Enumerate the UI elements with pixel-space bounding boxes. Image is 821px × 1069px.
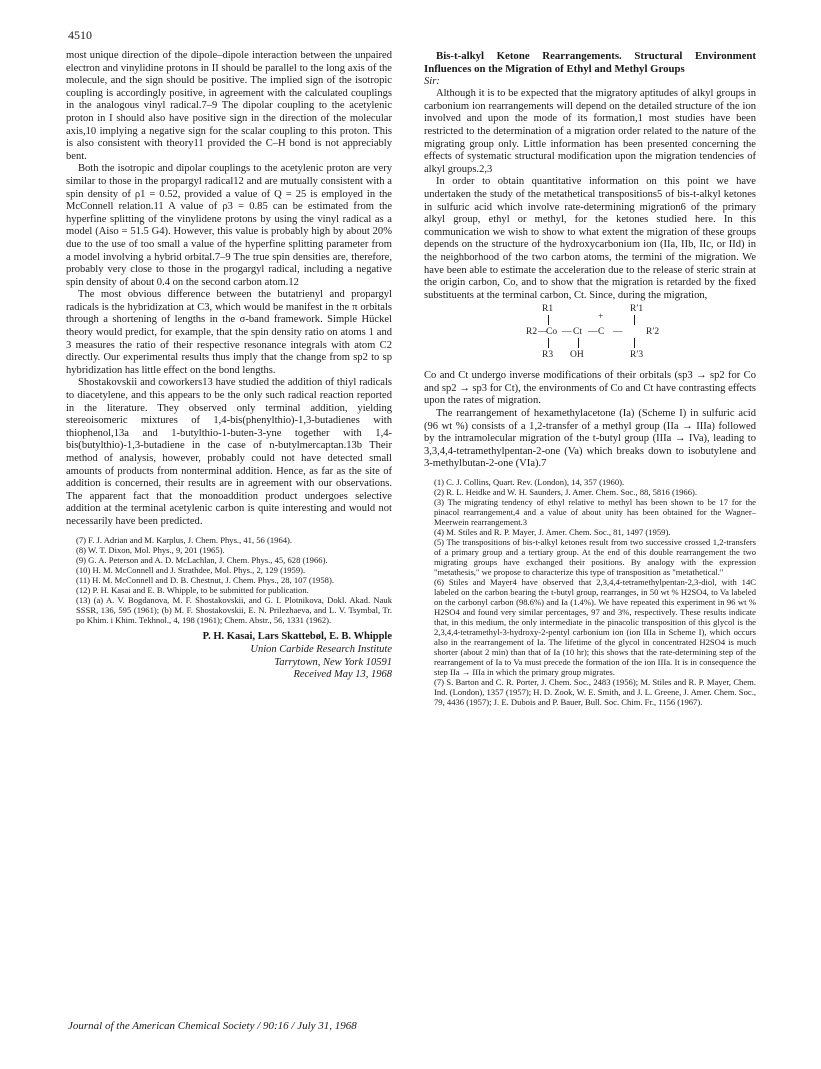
- label-ct: Ct: [573, 327, 582, 338]
- reference-item: (13) (a) A. V. Bogdanova, M. F. Shostakovskii, and G. I. Plotnikova, Dokl. Akad. Nauk SSSR, 136, 595 (1961); (b) M. F. Shostakovskii, E. N. Prilezhaeva, and L. V. Tsymbal, Tr. po Khim. i Khim. Tekhnol., 4, 198 (1961); Chem. Abstr., 56, 1331 (1962).: [76, 594, 392, 625]
- body-paragraph: Although it is to be expected that the migratory aptitudes of alkyl groups in carbonium ion rearrangements will depend on the detailed structure of the ion involved and upon the mode of its formation,1 most studies have been restricted to the determination of a migration order related to the nature of the migrating group only. Little information has been presented concerning the effects of systematic structural modification upon the migration tendencies of alkyl groups.2,3: [424, 88, 756, 175]
- reference-item: (12) P. H. Kasai and E. B. Whipple, to be submitted for publication.: [76, 584, 309, 595]
- reference-item: (1) C. J. Collins, Quart. Rev. (London), 14, 357 (1960).: [434, 477, 625, 488]
- label-r3: R3: [542, 350, 554, 361]
- body-paragraph: Co and Ct undergo inverse modifications of their orbitals (sp3 → sp2 for Co and sp2 → sp3 for Ct), the environments of Co and Ct have contrasting effects upon the rates of migration.: [424, 370, 756, 407]
- author-names: P. H. Kasai, Lars Skattebøl, E. B. Whipple: [202, 630, 392, 642]
- structure-diagram: R1 R′1 + R2 — Co — Ct — C — R′2 R3 OH R′3: [526, 304, 660, 361]
- salutation: Sir:: [424, 75, 440, 87]
- article-title: Bis-t-alkyl Ketone Rearrangements. Structural Environment Influences on the Migration of Ethyl and Methyl Groups: [424, 50, 756, 75]
- body-paragraph: In order to obtain quantitative information on this point we have undertaken the study of the metathetical transpositions5 of bis-t-alkyl ketones in sulfuric acid which involve rate-determining migration6 of the primary alkyl group, ethyl or methyl, for the ketones studied here. In this communication we wish to show to what extent the migration of these groups depends on the structure of the hydroxycarbonium ion (IIa, IIb, IIc, or IId) in the neighborhood of the two carbon atoms, the termini of the migration. We have been able to estimate the acceleration due to the release of steric strain at the origin carbon, Co, and to show that the migration is retarded by the fixed substituents at the terminal carbon, Ct. Since, during the migration,: [424, 176, 756, 301]
- journal-footer: Journal of the American Chemical Society / 90:16 / July 31, 1968: [68, 1020, 357, 1032]
- label-oh: OH: [570, 350, 584, 361]
- body-paragraph: The most obvious difference between the butatrienyl and propargyl radicals is the hybridization at C3, which would be manifest in the π orbitals through a shortening of lengths in the σ-band framework. Simple Hückel theory would predict, for example, that the spin density ratio on atoms 1 and 3 measures the ratio of their respective resonance integrals with atom C2 directly. Our experimental results thus imply that the change from sp2 to sp hybridization has little effect on the bond lengths.: [66, 289, 392, 376]
- reference-item: (3) The migrating tendency of ethyl relative to methyl has been shown to be 17 for the pinacol rearrangement,4 and a value of about unity has been obtained for the Wagner–Meerwein rearrangement.3: [434, 497, 756, 528]
- reference-item: (9) G. A. Peterson and A. D. McLachlan, J. Chem. Phys., 45, 628 (1966).: [76, 554, 328, 565]
- body-paragraph: The rearrangement of hexamethylacetone (Ia) (Scheme I) in sulfuric acid (96 wt %) consists of a 1,2-transfer of a methyl group (IIa → IIIa) followed by the intramolecular migration of the t-butyl group (IIIa → IVa), leading to 3,3,4,4-tetramethylpentan-2-one (Va) which breaks down to isobutylene and 3-methylbutan-2-one (VIa).7: [424, 408, 756, 470]
- label-plus: +: [598, 312, 604, 323]
- body-paragraph: most unique direction of the dipole–dipole interaction between the unpaired electron and vinylidine protons in II should be parallel to the long axis of the molecule, and the sign should be positive. The implied sign of the isotropic coupling is accordingly positive, in agreement with the calculated couplings in the analogous vinyl radical.7–9 The dipolar coupling to the acetylenic proton in I should also have positive sign in the direction of the molecular axis,10 implying a negative sign for the scalar coupling to this proton. This is also consistent with theory11 provided the C–H bond is not appreciably bent.: [66, 50, 392, 162]
- reference-item: (11) H. M. McConnell and D. B. Chestnut, J. Chem. Phys., 28, 107 (1958).: [76, 574, 334, 585]
- signature-block: [66, 631, 392, 682]
- reference-item: (8) W. T. Dixon, Mol. Phys., 9, 201 (1965).: [76, 544, 225, 555]
- reference-item: (10) H. M. McConnell and J. Strathdee, Mol. Phys., 2, 129 (1959).: [76, 564, 306, 575]
- body-paragraph: Both the isotropic and dipolar couplings to the acetylenic proton are very similar to those in the propargyl radical12 and are mutually consistent with a spin density of ρ1 = 0.52, provided a value of Q = 25 is employed in the McConnell relation.11 A value of ρ3 = 0.85 can be estimated from the hyperfine splitting of the vinylidene protons by using the vinyl radical as a model (Aiso = 51.5 G4). However, this value is probably high by about 20% due to the use of too small a value of the hyperfine splitting parameter from a model involving a hybrid orbital.7–9 The true spin densities are, therefore, probably very close to those in the progargyl radical, including a negative spin density of about 0.4 on the second carbon atom.12: [66, 163, 392, 288]
- right-column: [424, 50, 756, 707]
- references-right: [424, 477, 756, 707]
- reference-item: (5) The transpositions of bis-t-alkyl ketones result from two successive crossed 1,2-transfers of a primary group and a tertiary group. At the end of this double rearrangement the two migrating groups have exchanged their positions. By analogy with the expression "metathesis," we propose to characterize this type of transposition as "metathetical.": [434, 537, 756, 578]
- reference-item: (4) M. Stiles and R. P. Mayer, J. Amer. Chem. Soc., 81, 1497 (1959).: [434, 527, 671, 538]
- left-column: [66, 50, 392, 682]
- reference-item: (2) R. L. Heidke and W. H. Saunders, J. Amer. Chem. Soc., 88, 5816 (1966).: [434, 487, 698, 498]
- label-c-plus: C: [598, 327, 605, 338]
- reference-item: (6) Stiles and Mayer4 have observed that 2,3,4,4-tetramethylpentan-2,3-diol, with 14C labeled on the carbon bearing the t-butyl group, rearranges, in 50 wt % H2SO4, to Va labeled on the carbonyl carbon (98.6%) and Ia (1.4%). We have repeated this experiment in 96 wt % H2SO4 and found very similar percentages, 97 and 3%, respectively. These results indicate that, in this medium, the only intermediate in the pinacolic transposition of this glycol is the 2,3,4,4-tetramethyl-3-hydroxy-2-pentyl carbonium ion (ion IIIa in Scheme I), which occurs also in the rearrangement of Ia. The lifetime of the glycol in concentrated H2SO4 is much shorter (about 2 min) than that of Ia (10 hr); this shows that the rate-determining step of the rearrangement of Ia to Va must precede the formation of the ion IIIa. It is in consequence the step IIa → IIIa in which the primary group migrates.: [434, 577, 756, 678]
- label-co: Co: [546, 327, 558, 338]
- received-date: Received May 13, 1968: [293, 669, 392, 681]
- label-r3p: R′3: [630, 350, 644, 361]
- label-r2p: R′2: [646, 327, 660, 338]
- body-paragraph: Shostakovskii and coworkers13 have studied the addition of thiyl radicals to diacetylene, and this appears to be the only such radical reaction reported in the literature. They observed only terminal addition, yielding stereoisomeric mixtures of 1,4-bis(phenylthio)-1,3-butadienes with thiophenol,13a and 1-butylthio-1-buten-3-yne together with 1,4-bis(butylthio)-1,3-butadiene in the case of n-butylmercaptan.13b Their method of analysis, however, probably could not have detected small amounts of products from nonterminal addition. Hence, as far as the site of addition is concerned, their results are in agreement with our observations. The apparent fact that the monoaddition product undergoes selective addition at the terminal acetylenic carbon is quite interesting and would not necessarily have been predicted.: [66, 377, 392, 527]
- institution: Union Carbide Research Institute: [250, 644, 392, 656]
- label-r2: R2: [526, 327, 538, 338]
- address: Tarrytown, New York 10591: [274, 656, 392, 668]
- page-number: 4510: [68, 28, 92, 42]
- label-r1: R1: [542, 304, 554, 315]
- references-left: [66, 535, 392, 625]
- reference-item: (7) F. J. Adrian and M. Karplus, J. Chem. Phys., 41, 56 (1964).: [76, 534, 293, 545]
- reference-item: (7) S. Barton and C. R. Porter, J. Chem. Soc., 2483 (1956); M. Stiles and R. P. Mayer, Chem. Ind. (London), 1357 (1957); H. D. Zook, W. E. Smith, and J. L. Greene, J. Amer. Chem. Soc., 79, 4436 (1957); J. E. Dubois and P. Bauer, Bull. Soc. Chim. Fr., 1156 (1967).: [434, 677, 756, 708]
- label-r1p: R′1: [630, 304, 644, 315]
